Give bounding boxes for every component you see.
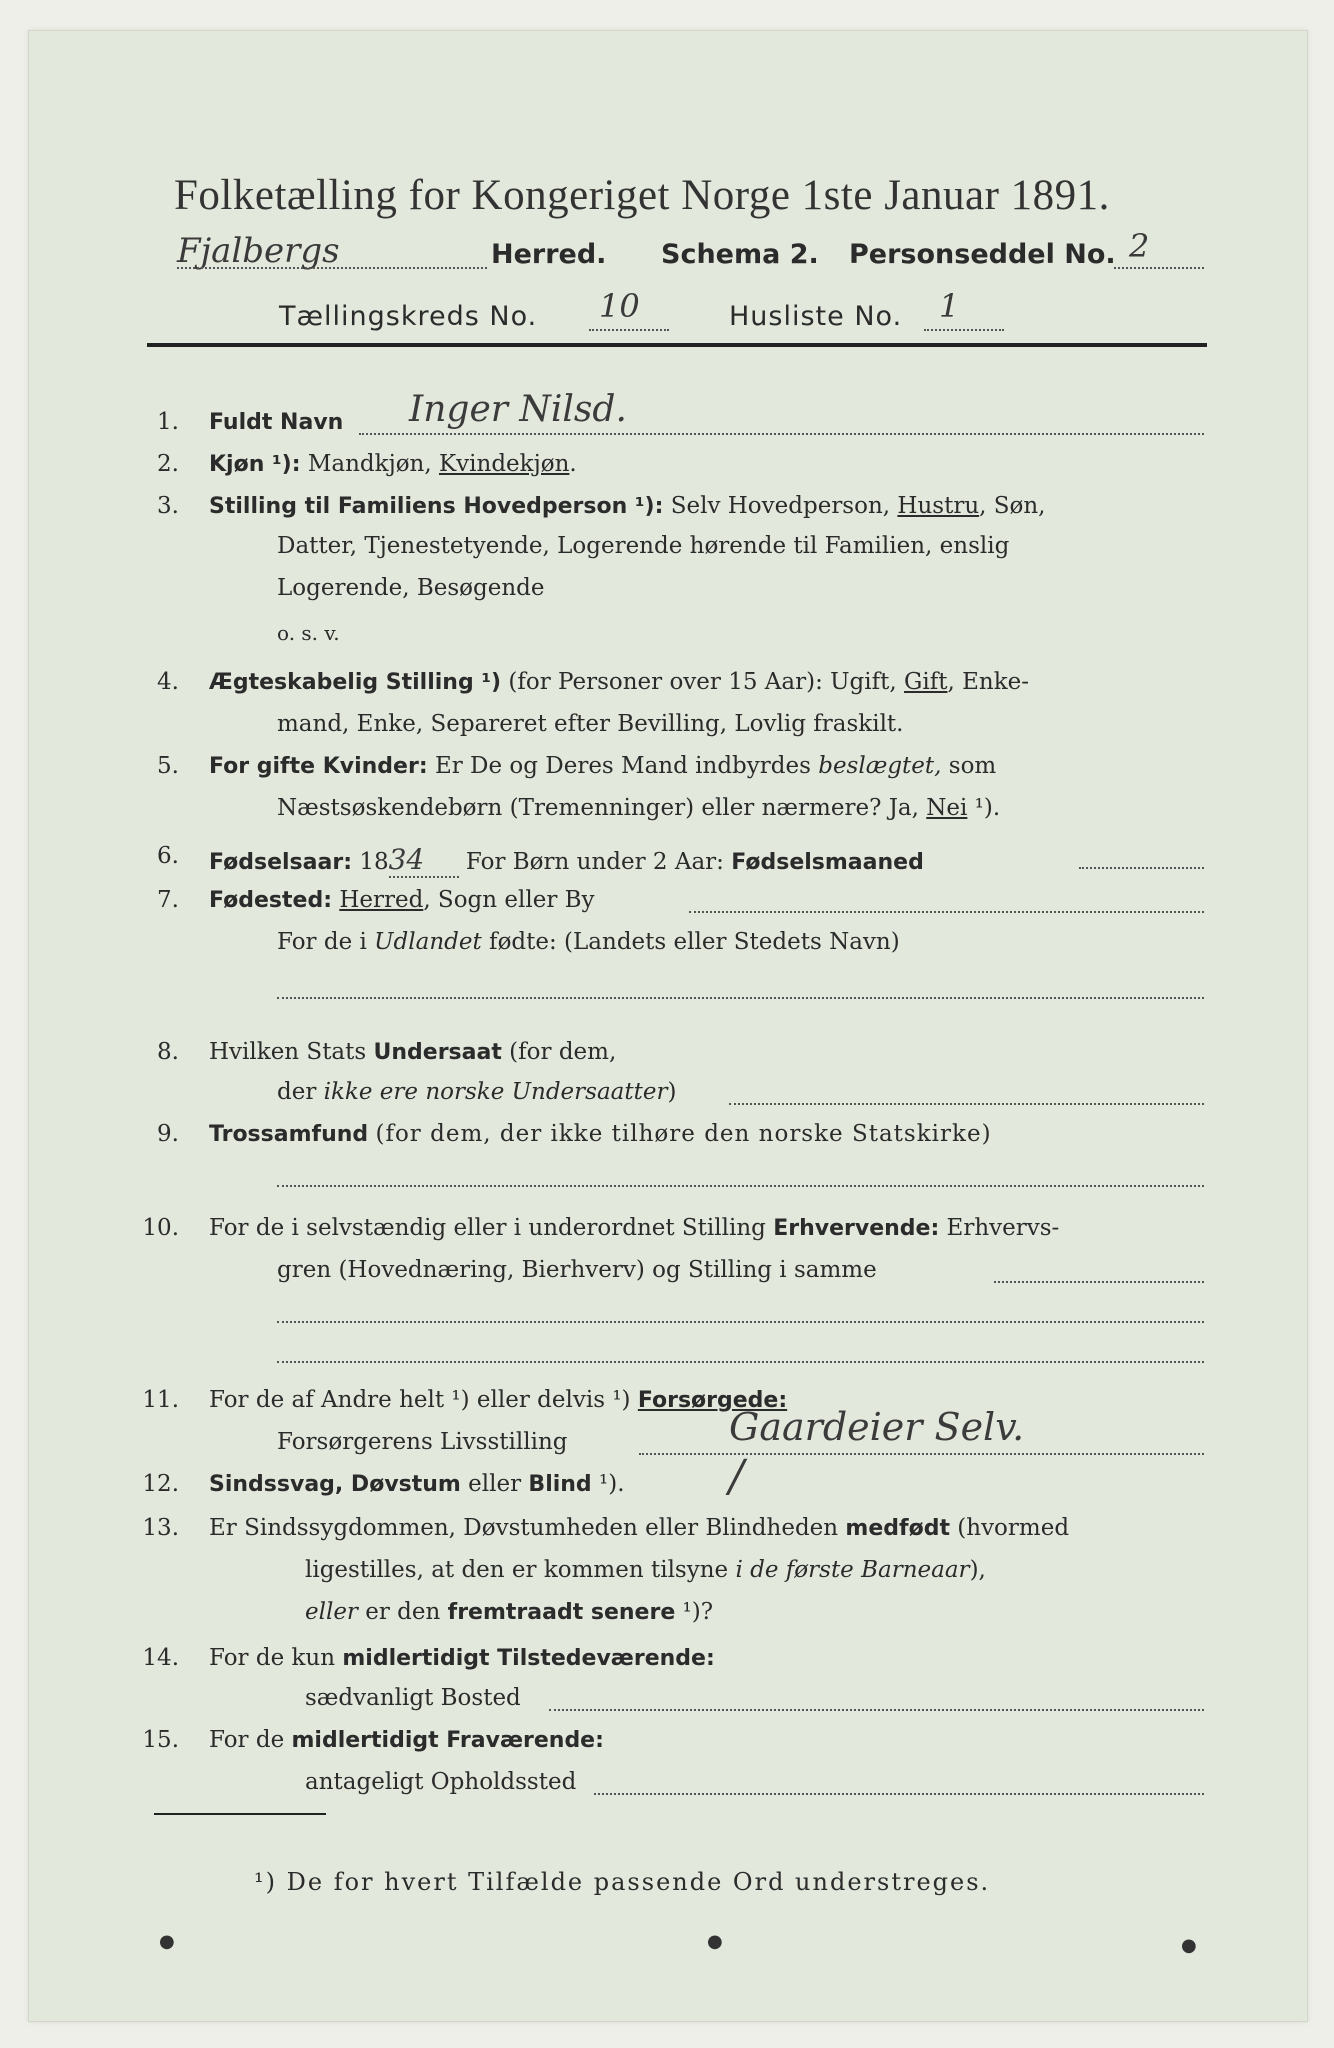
item-number: 15. <box>142 1727 179 1753</box>
item-number: 14. <box>142 1645 179 1671</box>
form-title: Folketælling for Kongeriget Norge 1ste Januar 1891. <box>174 172 1110 219</box>
item-number: 10. <box>142 1215 179 1241</box>
schema-label: Schema 2. <box>661 239 819 270</box>
corner-mark: ● <box>159 1931 175 1952</box>
married-women-line-2: Næstsøskendebørn (Tremenninger) eller nærmere? Ja, Nei ¹). <box>277 795 1001 821</box>
birthplace-line-1: Fødested: Herred, Sogn eller By <box>209 887 595 913</box>
item-number: 3. <box>157 493 179 519</box>
item-number: 5. <box>157 753 179 779</box>
marital-line-1: Ægteskabelig Stilling ¹) (for Personer over 15 Aar): Ugift, Gift, Enke- <box>209 669 1030 695</box>
item-number: 9. <box>157 1121 179 1147</box>
citizenship-line-1: Hvilken Stats Undersaat (for dem, <box>209 1039 617 1065</box>
disability-line: Sindssvag, Døvstum eller Blind ¹). <box>209 1471 625 1497</box>
item-number: 1. <box>157 409 179 435</box>
header-rule <box>147 343 1207 347</box>
footnote-rule <box>154 1813 326 1815</box>
citizenship-line-2: der ikke ere norske Undersaatter) <box>277 1079 677 1105</box>
husliste-label: Husliste No. <box>729 301 903 332</box>
disability-answer-mark: / <box>729 1451 744 1502</box>
position-line-1: Stilling til Familiens Hovedperson ¹): Selv Hovedperson, Hustru, Søn, <box>209 493 1046 519</box>
item-number: 2. <box>157 451 179 477</box>
center-mark: ● <box>707 1931 723 1952</box>
married-women-line-1: For gifte Kvinder: Er De og Deres Mand indbyrdes beslægtet, som <box>209 753 997 779</box>
kreds-value: 10 <box>599 287 640 325</box>
footnote: ¹) De for hvert Tilfælde passende Ord understreges. <box>254 1868 991 1896</box>
occupation-line-1: For de i selvstændig eller i underordnet Stilling Erhvervende: Erhvervs- <box>209 1215 1060 1241</box>
occupation-line-2: gren (Hovednæring, Bierhverv) og Stilling i samme <box>277 1257 877 1283</box>
position-line-3: Logerende, Besøgende <box>277 575 545 601</box>
herred-label: Herred. <box>491 239 607 270</box>
item-number: 7. <box>157 887 179 913</box>
item-number: 12. <box>142 1471 179 1497</box>
item-number: 4. <box>157 669 179 695</box>
husliste-value: 1 <box>939 287 960 325</box>
corner-mark: ● <box>1181 1935 1197 1956</box>
supported-line-2: Forsørgerens Livsstilling <box>277 1429 568 1455</box>
birth-year-line: Fødselsaar: 1834 For Børn under 2 Aar: Fødselsmaaned <box>209 843 924 876</box>
personseddel-label: Personseddel No. <box>849 239 1116 270</box>
congenital-line-2: ligestilles, at den er kommen tilsyne i de første Barneaar), <box>305 1557 986 1583</box>
item-number: 8. <box>157 1039 179 1065</box>
item-number: 13. <box>142 1515 179 1541</box>
personseddel-value: 2 <box>1129 227 1150 265</box>
kreds-label: Tællingskreds No. <box>279 301 538 332</box>
temp-present-line-2: sædvanligt Bosted <box>305 1685 521 1711</box>
position-line-2: Datter, Tjenestetyende, Logerende hørende til Familien, enslig <box>277 533 1010 559</box>
birthplace-line-2: For de i Udlandet fødte: (Landets eller Stedets Navn) <box>277 929 900 955</box>
marital-line-2: mand, Enke, Separeret efter Bevilling, Lovlig fraskilt. <box>277 711 904 737</box>
religion-line: Trossamfund (for dem, der ikke tilhøre den norske Statskirke) <box>209 1121 992 1147</box>
item-number: 6. <box>157 843 179 869</box>
congenital-line-3: eller er den fremtraadt senere ¹)? <box>305 1599 714 1625</box>
sex-line: Kjøn ¹): Mandkjøn, Kvindekjøn. <box>209 451 577 477</box>
herred-value: Fjalbergs <box>177 231 340 271</box>
congenital-line-1: Er Sindssygdommen, Døvstumheden eller Blindheden medfødt (hvormed <box>209 1515 1070 1541</box>
census-form <box>28 30 1308 2022</box>
temp-absent-line-1: For de midlertidigt Fraværende: <box>209 1727 604 1753</box>
name-answer: Inger Nilsd. <box>409 389 627 430</box>
supported-line-1: For de af Andre helt ¹) eller delvis ¹) Forsørgede: <box>209 1387 788 1413</box>
temp-absent-line-2: antageligt Opholdssted <box>305 1769 577 1795</box>
provider-answer: Gaardeier Selv. <box>729 1405 1025 1449</box>
position-line-4: o. s. v. <box>277 621 340 645</box>
item-number: 11. <box>142 1387 179 1413</box>
name-label: Fuldt Navn <box>209 410 344 435</box>
temp-present-line-1: For de kun midlertidigt Tilstedeværende: <box>209 1645 715 1671</box>
